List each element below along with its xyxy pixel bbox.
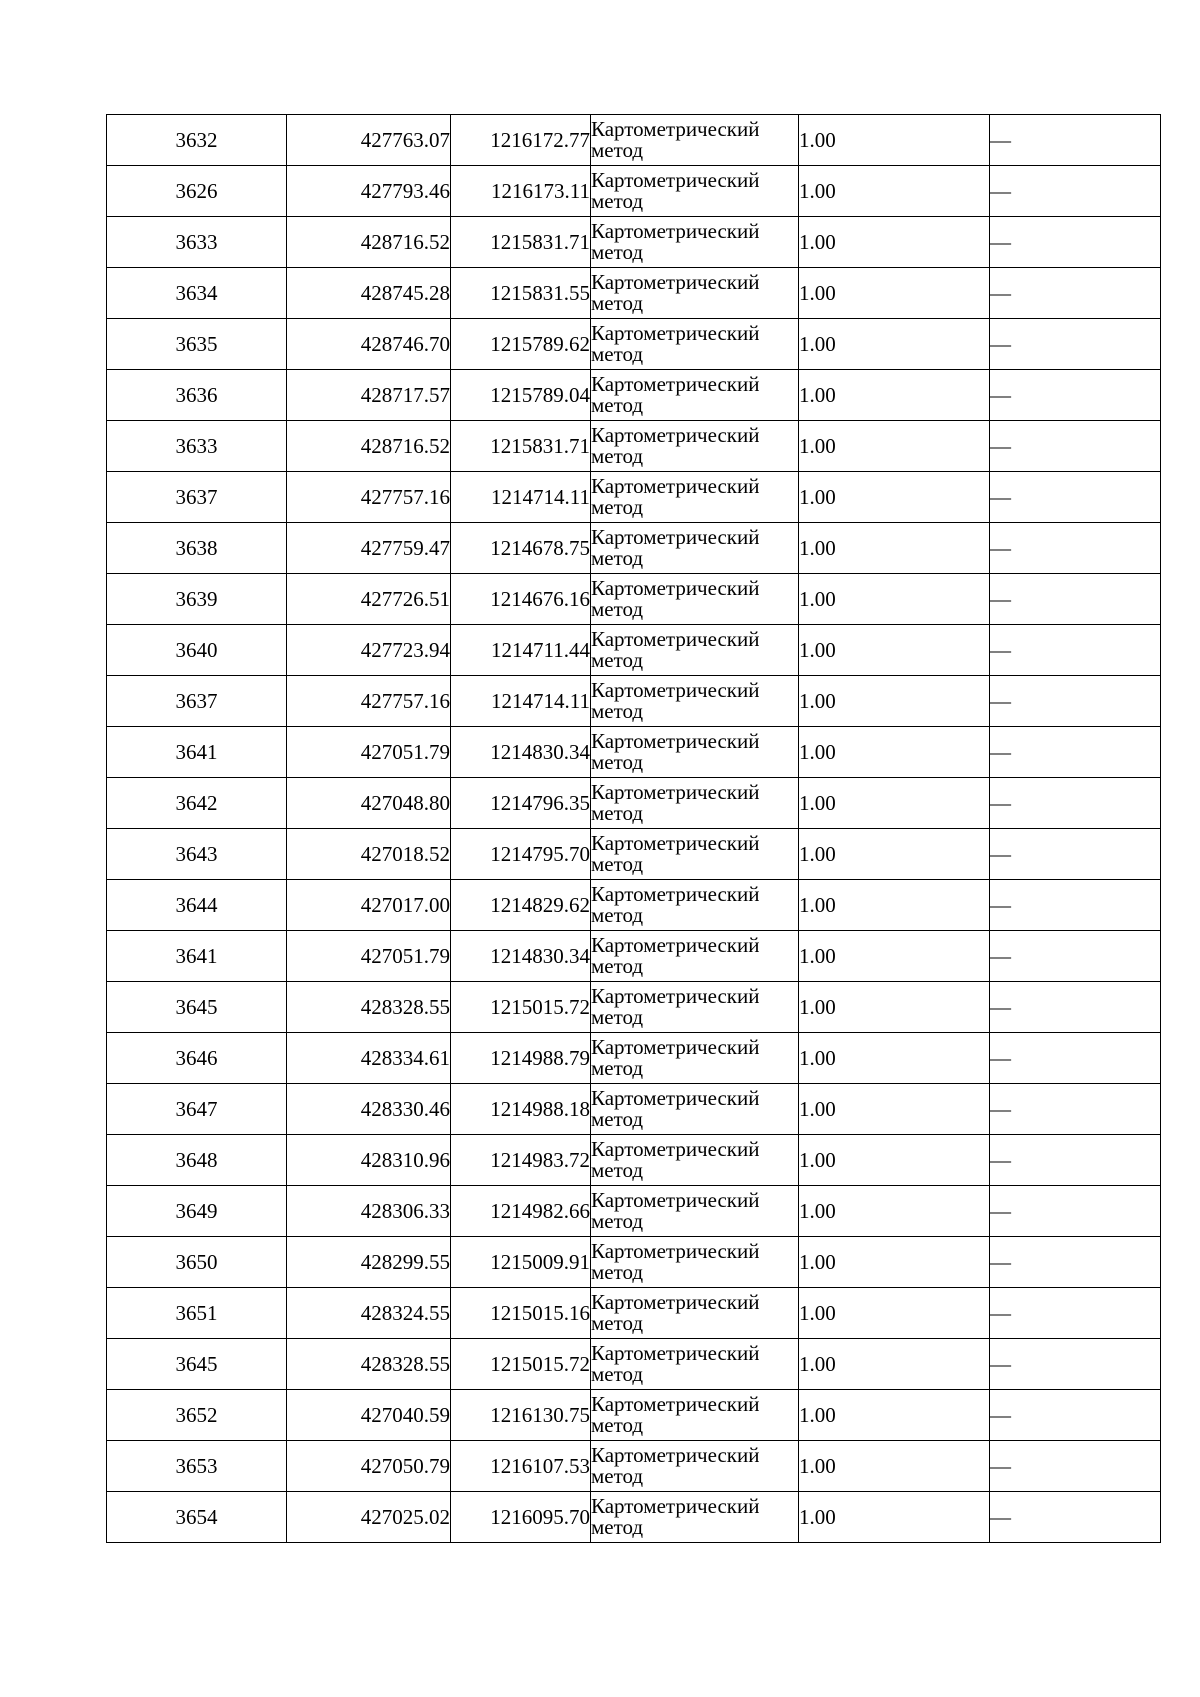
point-number-cell: 3645 [107, 1339, 287, 1390]
method-line-2: метод [591, 1362, 644, 1386]
description-cell: — [990, 1339, 1161, 1390]
method-line-2: метод [591, 495, 644, 519]
method-line-1: Картометрический [591, 678, 760, 702]
accuracy-cell: 1.00 [799, 625, 990, 676]
accuracy-cell: 1.00 [799, 1441, 990, 1492]
y-coordinate-cell: 1214988.18 [451, 1084, 591, 1135]
accuracy-cell: 1.00 [799, 1390, 990, 1441]
y-coordinate-cell: 1214711.44 [451, 625, 591, 676]
method-cell [591, 166, 799, 217]
method-line-2: метод [591, 852, 644, 876]
table-row [107, 778, 1161, 829]
method-line-1: Картометрический [591, 1494, 760, 1518]
x-coordinate-cell: 427018.52 [287, 829, 451, 880]
method-cell [591, 370, 799, 421]
y-coordinate-cell: 1214988.79 [451, 1033, 591, 1084]
table-row [107, 523, 1161, 574]
accuracy-cell: 1.00 [799, 1339, 990, 1390]
x-coordinate-cell: 428330.46 [287, 1084, 451, 1135]
x-coordinate-cell: 428310.96 [287, 1135, 451, 1186]
method-line-1: Картометрический [591, 1290, 760, 1314]
x-coordinate-cell: 427757.16 [287, 676, 451, 727]
coordinates-table [106, 114, 1161, 1543]
method-line-2: метод [591, 1005, 644, 1029]
point-number-cell: 3642 [107, 778, 287, 829]
x-coordinate-cell: 428716.52 [287, 217, 451, 268]
point-number-cell: 3626 [107, 166, 287, 217]
method-line-1: Картометрический [591, 1443, 760, 1467]
point-number-cell: 3643 [107, 829, 287, 880]
point-number-cell: 3637 [107, 472, 287, 523]
y-coordinate-cell: 1214795.70 [451, 829, 591, 880]
method-line-1: Картометрический [591, 984, 760, 1008]
table-row [107, 421, 1161, 472]
method-line-2: метод [591, 240, 644, 264]
point-number-cell: 3647 [107, 1084, 287, 1135]
y-coordinate-cell: 1214678.75 [451, 523, 591, 574]
accuracy-cell: 1.00 [799, 931, 990, 982]
description-cell: — [990, 778, 1161, 829]
y-coordinate-cell: 1216130.75 [451, 1390, 591, 1441]
method-line-2: метод [591, 1515, 644, 1539]
point-number-cell: 3645 [107, 982, 287, 1033]
method-cell [591, 1186, 799, 1237]
point-number-cell: 3641 [107, 931, 287, 982]
table-row [107, 931, 1161, 982]
method-line-1: Картометрический [591, 576, 760, 600]
method-cell [591, 931, 799, 982]
y-coordinate-cell: 1216107.53 [451, 1441, 591, 1492]
method-cell [591, 268, 799, 319]
table-row [107, 115, 1161, 166]
description-cell: — [990, 1441, 1161, 1492]
table-row [107, 1084, 1161, 1135]
accuracy-cell: 1.00 [799, 1237, 990, 1288]
table-row [107, 829, 1161, 880]
y-coordinate-cell: 1216095.70 [451, 1492, 591, 1543]
x-coordinate-cell: 428328.55 [287, 982, 451, 1033]
accuracy-cell: 1.00 [799, 829, 990, 880]
method-line-1: Картометрический [591, 423, 760, 447]
method-line-1: Картометрический [591, 1341, 760, 1365]
method-cell [591, 1084, 799, 1135]
y-coordinate-cell: 1216173.11 [451, 166, 591, 217]
x-coordinate-cell: 428745.28 [287, 268, 451, 319]
method-line-2: метод [591, 342, 644, 366]
description-cell: — [990, 166, 1161, 217]
point-number-cell: 3636 [107, 370, 287, 421]
method-line-2: метод [591, 801, 644, 825]
method-line-2: метод [591, 444, 644, 468]
method-line-1: Картометрический [591, 525, 760, 549]
y-coordinate-cell: 1214830.34 [451, 931, 591, 982]
table-row [107, 472, 1161, 523]
method-line-2: метод [591, 189, 644, 213]
y-coordinate-cell: 1214676.16 [451, 574, 591, 625]
table-row [107, 1033, 1161, 1084]
method-line-1: Картометрический [591, 270, 760, 294]
y-coordinate-cell: 1215831.71 [451, 421, 591, 472]
y-coordinate-cell: 1214829.62 [451, 880, 591, 931]
table-row [107, 727, 1161, 778]
y-coordinate-cell: 1215015.16 [451, 1288, 591, 1339]
method-line-2: метод [591, 1209, 644, 1233]
description-cell: — [990, 676, 1161, 727]
method-line-1: Картометрический [591, 1392, 760, 1416]
description-cell: — [990, 370, 1161, 421]
accuracy-cell: 1.00 [799, 319, 990, 370]
point-number-cell: 3637 [107, 676, 287, 727]
method-line-1: Картометрический [591, 729, 760, 753]
x-coordinate-cell: 428306.33 [287, 1186, 451, 1237]
method-line-1: Картометрический [591, 882, 760, 906]
method-line-2: метод [591, 393, 644, 417]
accuracy-cell: 1.00 [799, 268, 990, 319]
description-cell: — [990, 268, 1161, 319]
method-line-1: Картометрический [591, 474, 760, 498]
description-cell: — [990, 421, 1161, 472]
description-cell: — [990, 1492, 1161, 1543]
method-line-1: Картометрический [591, 321, 760, 345]
method-line-1: Картометрический [591, 1086, 760, 1110]
method-line-2: метод [591, 699, 644, 723]
point-number-cell: 3654 [107, 1492, 287, 1543]
y-coordinate-cell: 1214982.66 [451, 1186, 591, 1237]
table-row [107, 880, 1161, 931]
y-coordinate-cell: 1214830.34 [451, 727, 591, 778]
description-cell: — [990, 1390, 1161, 1441]
method-line-1: Картометрический [591, 1035, 760, 1059]
x-coordinate-cell: 427050.79 [287, 1441, 451, 1492]
table-row [107, 574, 1161, 625]
y-coordinate-cell: 1214714.11 [451, 472, 591, 523]
y-coordinate-cell: 1214983.72 [451, 1135, 591, 1186]
method-line-2: метод [591, 750, 644, 774]
table-row [107, 1441, 1161, 1492]
method-line-1: Картометрический [591, 780, 760, 804]
point-number-cell: 3650 [107, 1237, 287, 1288]
x-coordinate-cell: 427759.47 [287, 523, 451, 574]
point-number-cell: 3651 [107, 1288, 287, 1339]
x-coordinate-cell: 428746.70 [287, 319, 451, 370]
method-cell [591, 1390, 799, 1441]
x-coordinate-cell: 427017.00 [287, 880, 451, 931]
y-coordinate-cell: 1215015.72 [451, 982, 591, 1033]
description-cell: — [990, 319, 1161, 370]
point-number-cell: 3646 [107, 1033, 287, 1084]
description-cell: — [990, 880, 1161, 931]
method-line-2: метод [591, 1056, 644, 1080]
y-coordinate-cell: 1214796.35 [451, 778, 591, 829]
x-coordinate-cell: 428324.55 [287, 1288, 451, 1339]
accuracy-cell: 1.00 [799, 1084, 990, 1135]
description-cell: — [990, 115, 1161, 166]
y-coordinate-cell: 1216172.77 [451, 115, 591, 166]
point-number-cell: 3648 [107, 1135, 287, 1186]
x-coordinate-cell: 427723.94 [287, 625, 451, 676]
method-cell [591, 982, 799, 1033]
method-line-2: метод [591, 1311, 644, 1335]
table-row [107, 217, 1161, 268]
method-cell [591, 472, 799, 523]
table-row [107, 268, 1161, 319]
x-coordinate-cell: 427726.51 [287, 574, 451, 625]
method-line-2: метод [591, 648, 644, 672]
method-cell [591, 1339, 799, 1390]
method-line-1: Картометрический [591, 219, 760, 243]
description-cell: — [990, 1033, 1161, 1084]
description-cell: — [990, 472, 1161, 523]
x-coordinate-cell: 427048.80 [287, 778, 451, 829]
method-line-2: метод [591, 291, 644, 315]
method-cell [591, 574, 799, 625]
method-line-2: метод [591, 1260, 644, 1284]
method-cell [591, 421, 799, 472]
method-cell [591, 727, 799, 778]
table-row [107, 1390, 1161, 1441]
point-number-cell: 3634 [107, 268, 287, 319]
description-cell: — [990, 1186, 1161, 1237]
description-cell: — [990, 931, 1161, 982]
method-cell [591, 1492, 799, 1543]
description-cell: — [990, 829, 1161, 880]
description-cell: — [990, 1084, 1161, 1135]
description-cell: — [990, 625, 1161, 676]
method-cell [591, 217, 799, 268]
point-number-cell: 3641 [107, 727, 287, 778]
method-line-1: Картометрический [591, 627, 760, 651]
point-number-cell: 3640 [107, 625, 287, 676]
description-cell: — [990, 1135, 1161, 1186]
method-line-2: метод [591, 954, 644, 978]
method-cell [591, 829, 799, 880]
table-row [107, 676, 1161, 727]
accuracy-cell: 1.00 [799, 523, 990, 574]
point-number-cell: 3639 [107, 574, 287, 625]
point-number-cell: 3644 [107, 880, 287, 931]
method-line-1: Картометрический [591, 168, 760, 192]
point-number-cell: 3632 [107, 115, 287, 166]
x-coordinate-cell: 428717.57 [287, 370, 451, 421]
method-cell [591, 1033, 799, 1084]
x-coordinate-cell: 428299.55 [287, 1237, 451, 1288]
description-cell: — [990, 217, 1161, 268]
x-coordinate-cell: 427763.07 [287, 115, 451, 166]
method-cell [591, 880, 799, 931]
accuracy-cell: 1.00 [799, 880, 990, 931]
x-coordinate-cell: 428716.52 [287, 421, 451, 472]
accuracy-cell: 1.00 [799, 676, 990, 727]
description-cell: — [990, 1288, 1161, 1339]
method-line-1: Картометрический [591, 1137, 760, 1161]
method-line-2: метод [591, 138, 644, 162]
method-line-2: метод [591, 903, 644, 927]
description-cell: — [990, 574, 1161, 625]
method-line-1: Картометрический [591, 117, 760, 141]
table-row [107, 1237, 1161, 1288]
method-line-1: Картометрический [591, 933, 760, 957]
accuracy-cell: 1.00 [799, 778, 990, 829]
x-coordinate-cell: 428334.61 [287, 1033, 451, 1084]
table-row [107, 319, 1161, 370]
accuracy-cell: 1.00 [799, 1033, 990, 1084]
y-coordinate-cell: 1215789.62 [451, 319, 591, 370]
method-cell [591, 1288, 799, 1339]
accuracy-cell: 1.00 [799, 370, 990, 421]
description-cell: — [990, 727, 1161, 778]
point-number-cell: 3633 [107, 217, 287, 268]
point-number-cell: 3653 [107, 1441, 287, 1492]
table-row [107, 625, 1161, 676]
method-line-2: метод [591, 546, 644, 570]
method-cell [591, 625, 799, 676]
x-coordinate-cell: 428328.55 [287, 1339, 451, 1390]
method-cell [591, 1135, 799, 1186]
point-number-cell: 3638 [107, 523, 287, 574]
point-number-cell: 3633 [107, 421, 287, 472]
description-cell: — [990, 982, 1161, 1033]
x-coordinate-cell: 427051.79 [287, 931, 451, 982]
accuracy-cell: 1.00 [799, 1135, 990, 1186]
method-cell [591, 676, 799, 727]
point-number-cell: 3635 [107, 319, 287, 370]
accuracy-cell: 1.00 [799, 1186, 990, 1237]
method-cell [591, 1237, 799, 1288]
table-row [107, 166, 1161, 217]
description-cell: — [990, 1237, 1161, 1288]
accuracy-cell: 1.00 [799, 1288, 990, 1339]
method-line-1: Картометрический [591, 372, 760, 396]
y-coordinate-cell: 1214714.11 [451, 676, 591, 727]
table-row [107, 1339, 1161, 1390]
x-coordinate-cell: 427040.59 [287, 1390, 451, 1441]
x-coordinate-cell: 427025.02 [287, 1492, 451, 1543]
table-row [107, 370, 1161, 421]
table-row [107, 1186, 1161, 1237]
accuracy-cell: 1.00 [799, 982, 990, 1033]
method-line-2: метод [591, 1158, 644, 1182]
method-line-1: Картометрический [591, 831, 760, 855]
accuracy-cell: 1.00 [799, 1492, 990, 1543]
point-number-cell: 3652 [107, 1390, 287, 1441]
method-cell [591, 778, 799, 829]
method-cell [591, 115, 799, 166]
method-cell [591, 1441, 799, 1492]
description-cell: — [990, 523, 1161, 574]
accuracy-cell: 1.00 [799, 217, 990, 268]
point-number-cell: 3649 [107, 1186, 287, 1237]
accuracy-cell: 1.00 [799, 115, 990, 166]
y-coordinate-cell: 1215831.55 [451, 268, 591, 319]
method-line-1: Картометрический [591, 1188, 760, 1212]
method-cell [591, 523, 799, 574]
method-line-2: метод [591, 1464, 644, 1488]
method-line-2: метод [591, 597, 644, 621]
method-line-2: метод [591, 1413, 644, 1437]
accuracy-cell: 1.00 [799, 166, 990, 217]
x-coordinate-cell: 427793.46 [287, 166, 451, 217]
accuracy-cell: 1.00 [799, 421, 990, 472]
table-row [107, 982, 1161, 1033]
y-coordinate-cell: 1215015.72 [451, 1339, 591, 1390]
table-row [107, 1288, 1161, 1339]
table-row [107, 1135, 1161, 1186]
accuracy-cell: 1.00 [799, 574, 990, 625]
method-cell [591, 319, 799, 370]
coordinates-table-body [107, 115, 1161, 1543]
accuracy-cell: 1.00 [799, 472, 990, 523]
method-line-1: Картометрический [591, 1239, 760, 1263]
x-coordinate-cell: 427051.79 [287, 727, 451, 778]
y-coordinate-cell: 1215009.91 [451, 1237, 591, 1288]
accuracy-cell: 1.00 [799, 727, 990, 778]
table-row [107, 1492, 1161, 1543]
x-coordinate-cell: 427757.16 [287, 472, 451, 523]
method-line-2: метод [591, 1107, 644, 1131]
y-coordinate-cell: 1215789.04 [451, 370, 591, 421]
y-coordinate-cell: 1215831.71 [451, 217, 591, 268]
